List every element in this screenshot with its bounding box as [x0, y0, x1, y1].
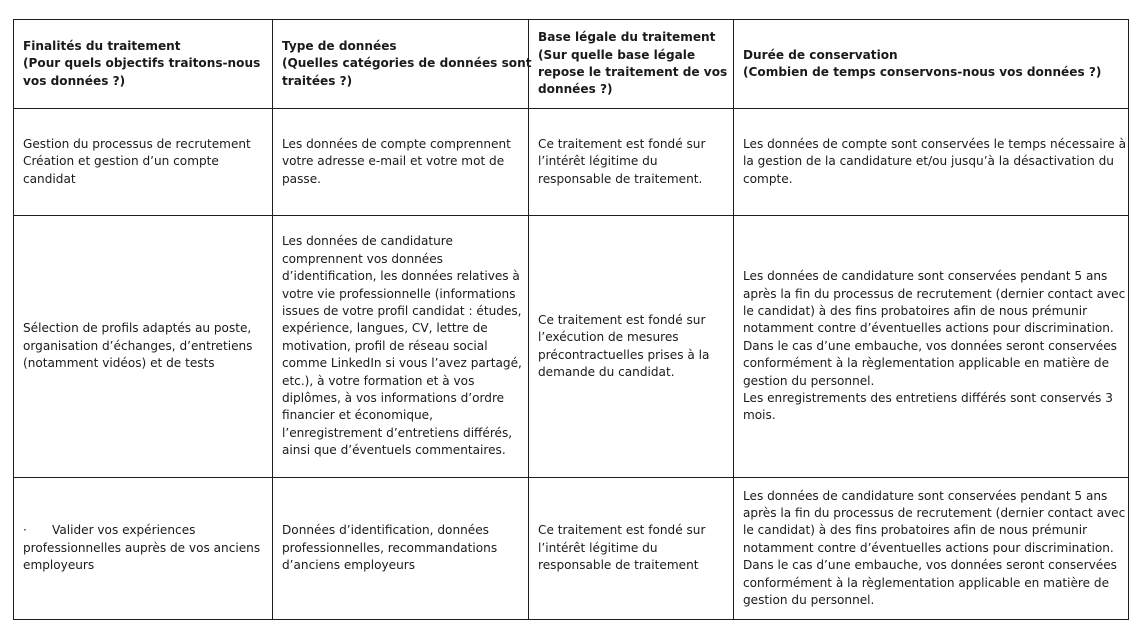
table-row [14, 109, 1129, 216]
cell-retention: Les données de candidature sont conservées pendant 5 ans après la fin du processus de recrutement (dernier contact avec le candidat) à des fins probatoires afin de nous prémunir notamment contre d’éventuelles actions pour discrimination. Dans le cas d’une embauche, vos données seront conservées conformément à la règlementation applicable en matière de gestion du personnel. [734, 478, 1129, 620]
header-legal-basis: Base légale du traitement (Sur quelle base légale repose le traitement de vos données ?) [529, 20, 734, 109]
cell-legal-basis: Ce traitement est fondé sur l’intérêt légitime du responsable de traitement [529, 478, 734, 620]
header-purpose: Finalités du traitement (Pour quels objectifs traitons-nous vos données ?) [14, 20, 273, 109]
cell-legal-basis: Ce traitement est fondé sur l’intérêt légitime du responsable de traitement. [529, 109, 734, 216]
cell-legal-basis: Ce traitement est fondé sur l’exécution de mesures précontractuelles prises à la demande du candidat. [529, 216, 734, 478]
data-processing-table [13, 19, 1129, 620]
header-retention: Durée de conservation (Combien de temps conservons-nous vos données ?) [734, 20, 1129, 109]
cell-purpose: · Valider vos expériences professionnelles auprès de vos anciens employeurs [14, 478, 273, 620]
header-data-type: Type de données (Quelles catégories de données sont traitées ?) [273, 20, 529, 109]
bullet-marker: · [23, 523, 27, 538]
cell-data-type: Les données de candidature comprennent vos données d’identification, les données relatives à votre vie professionnelle (informations issues de votre profil candidat : études, expérience, langues, CV, lettre de motivation, profil de réseau social comme LinkedIn si vous l’avez partagé, etc.), à votre formation et à vos diplômes, à vos informations d’ordre financier et économique, l’enregistrement d’entretiens différés, ainsi que d’éventuels commentaires. [273, 216, 529, 478]
table-header-row [14, 20, 1129, 109]
cell-purpose: Gestion du processus de recrutement Création et gestion d’un compte candidat [14, 109, 273, 216]
cell-retention: Les données de compte sont conservées le temps nécessaire à la gestion de la candidature et/ou jusqu’à la désactivation du compte. [734, 109, 1129, 216]
cell-purpose: Sélection de profils adaptés au poste, organisation d’échanges, d’entretiens (notamment vidéos) et de tests [14, 216, 273, 478]
cell-data-type: Les données de compte comprennent votre adresse e-mail et votre mot de passe. [273, 109, 529, 216]
table-row [14, 216, 1129, 478]
cell-data-type: Données d’identification, données professionnelles, recommandations d’anciens employeurs [273, 478, 529, 620]
cell-retention: Les données de candidature sont conservées pendant 5 ans après la fin du processus de recrutement (dernier contact avec le candidat) à des fins probatoires afin de nous prémunir notamment contre d’éventuelles actions pour discrimination. Dans le cas d’une embauche, vos données seront conservées conformément à la règlementation applicable en matière de gestion du personnel. Les enregistrements des entretiens différés sont conservés 3 mois. [734, 216, 1129, 478]
table-row [14, 478, 1129, 620]
